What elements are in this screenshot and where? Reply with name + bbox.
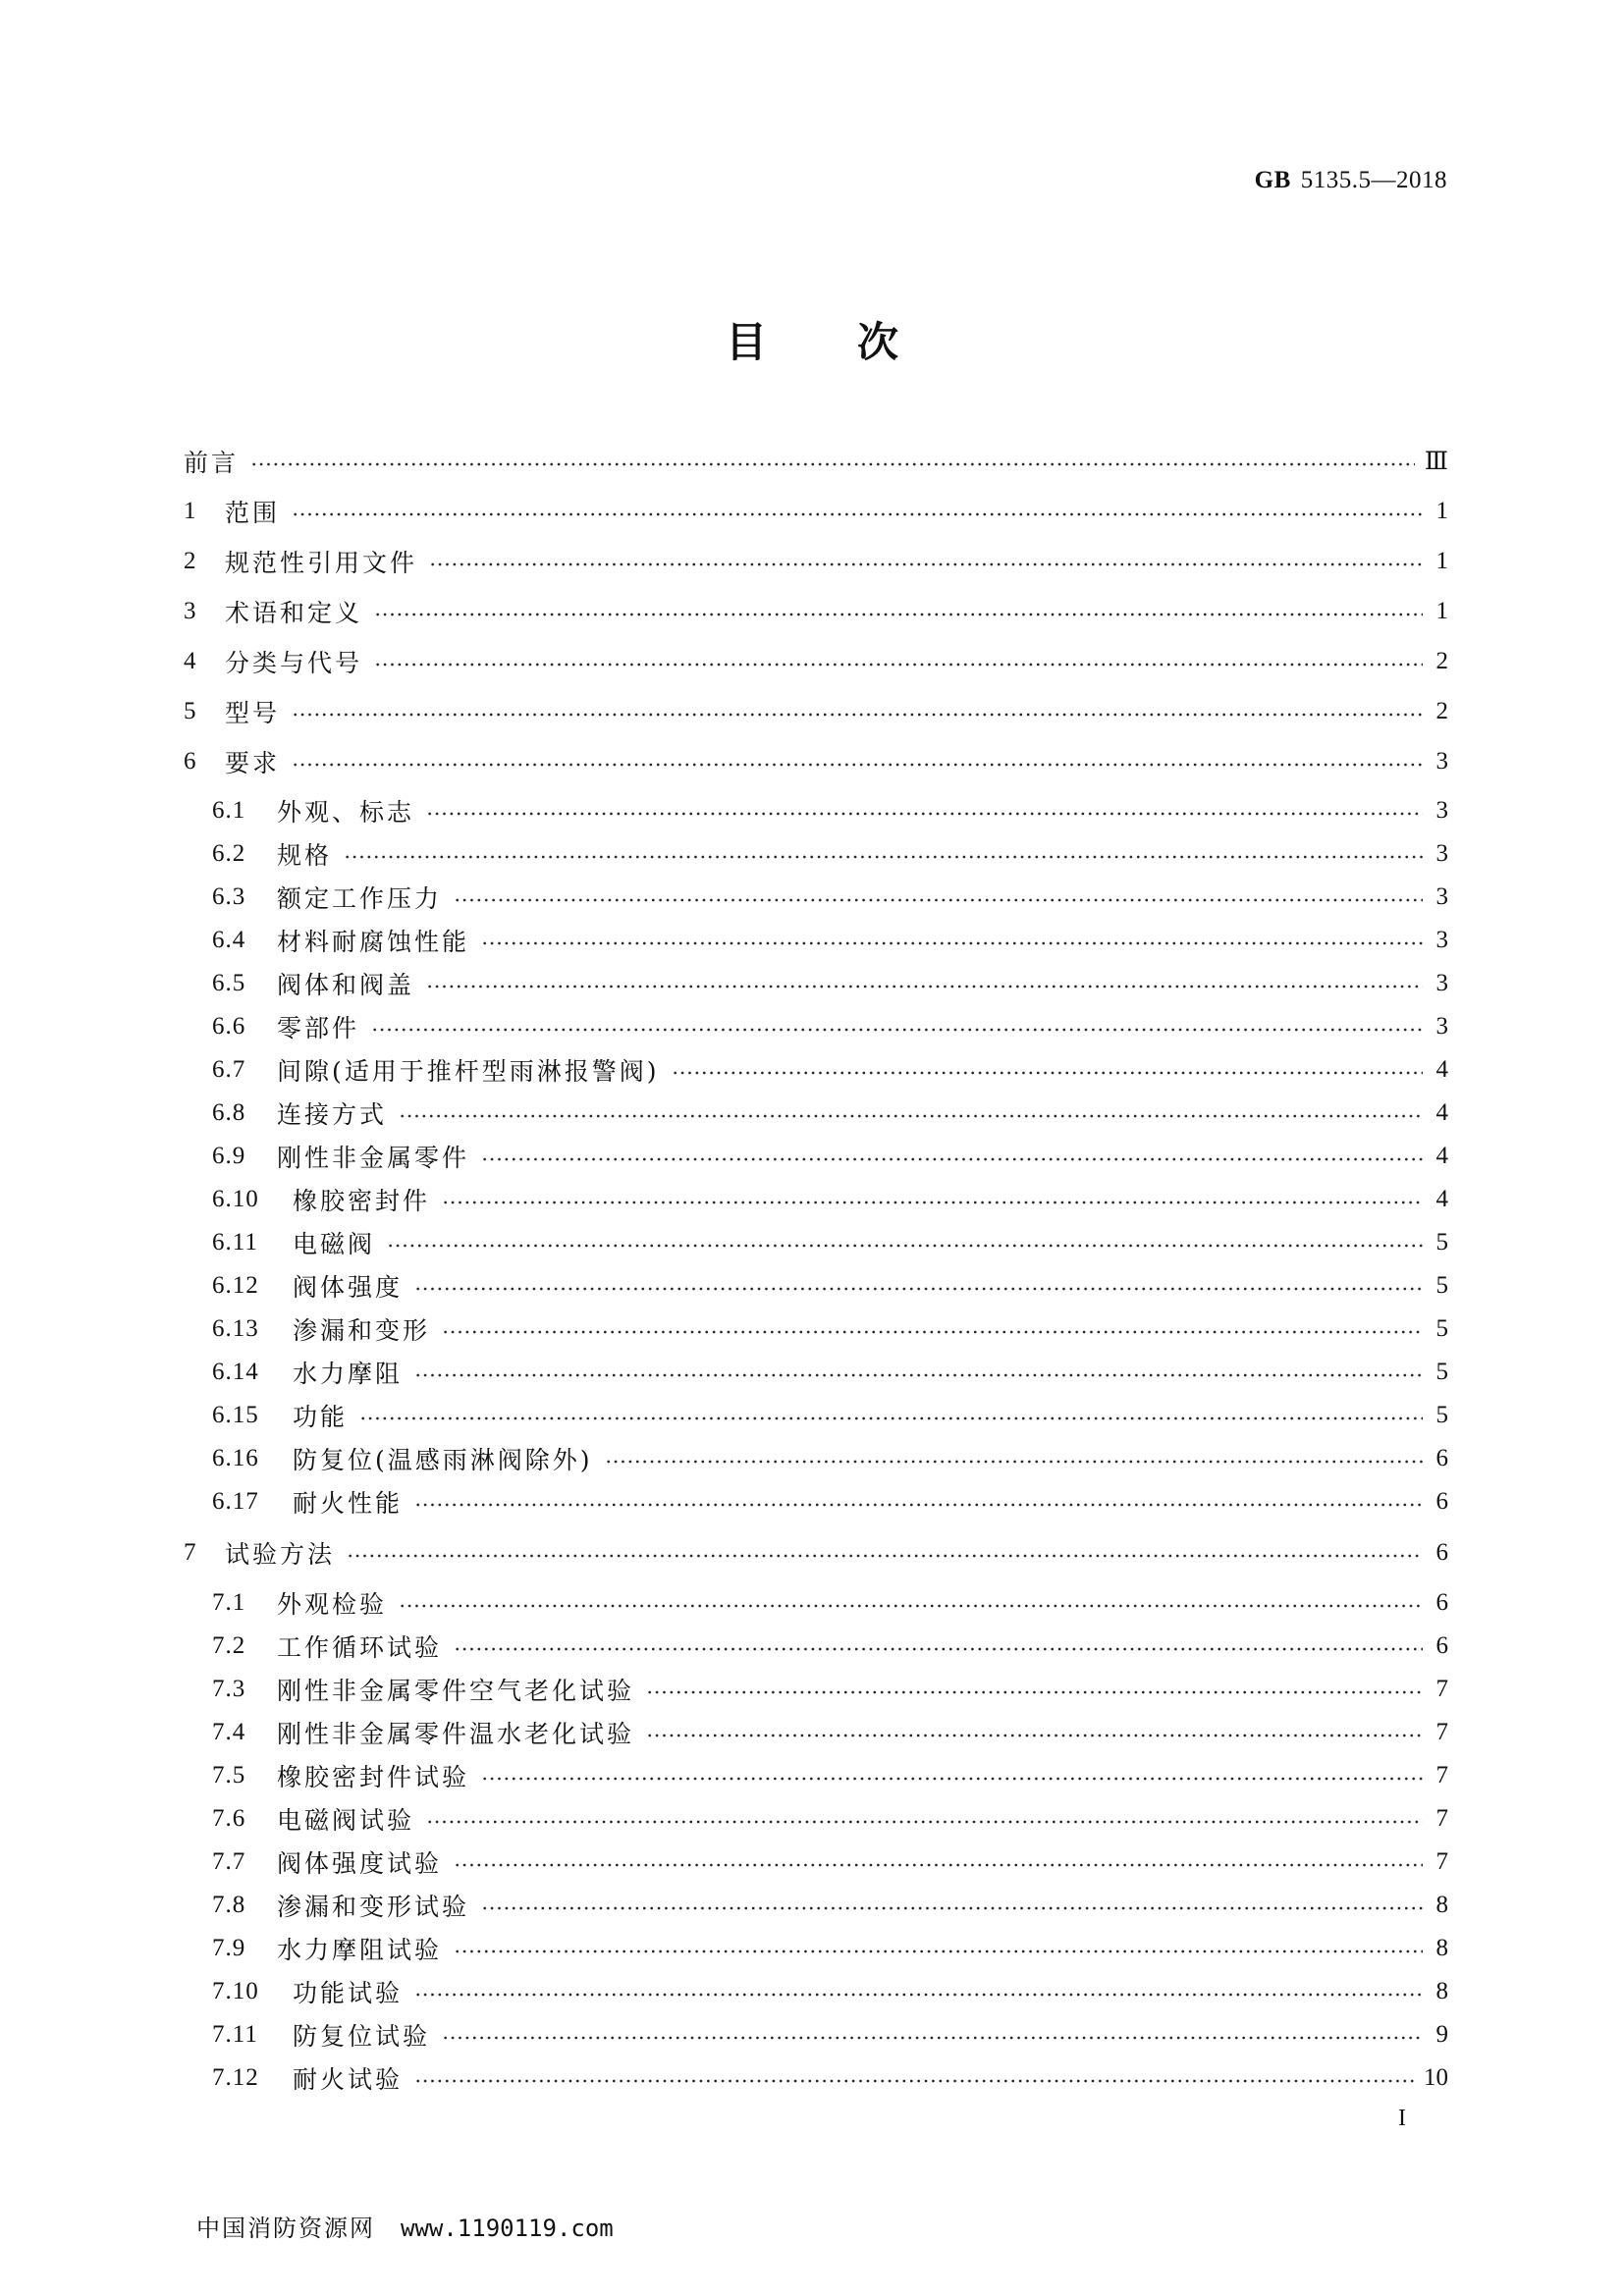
- toc-leader-dots: [481, 1906, 1423, 1910]
- toc-entry-text: 防复位(温感雨淋阀除外): [293, 1446, 593, 1474]
- toc-leader-dots: [442, 2036, 1423, 2040]
- toc-entry-page: 1: [1435, 548, 1448, 574]
- toc-leader-dots: [414, 1373, 1423, 1377]
- toc-entry-6-13[interactable]: [212, 1311, 1448, 1347]
- toc-entry-6[interactable]: [184, 744, 1448, 779]
- toc-leader-dots: [347, 1554, 1423, 1558]
- toc-entry-page: 6: [1435, 1539, 1448, 1566]
- toc-entry-page: 3: [1435, 883, 1448, 910]
- toc-entry-7-6[interactable]: [212, 1801, 1448, 1837]
- toc-entry-page: 1: [1435, 498, 1448, 524]
- toc-entry-number: 6.2: [212, 840, 246, 867]
- toc-entry-number: 6.8: [212, 1099, 246, 1126]
- toc-entry-6-6[interactable]: [212, 1009, 1448, 1044]
- toc-entry-text: 规范性引用文件: [225, 549, 418, 577]
- toc-entry-number: 5: [184, 698, 197, 724]
- toc-entry-number: 7.5: [212, 1762, 246, 1789]
- toc-leader-dots: [374, 663, 1423, 667]
- toc-entry-page: 6: [1435, 1488, 1448, 1515]
- toc-leader-dots: [414, 1993, 1423, 1997]
- toc-leader-dots: [481, 941, 1423, 945]
- toc-entry-page: 5: [1435, 1229, 1448, 1255]
- toc-entry-text: 工作循环试验: [277, 1633, 443, 1662]
- toc-leader-dots: [605, 1460, 1423, 1464]
- toc-entry-6-5[interactable]: [212, 966, 1448, 1001]
- toc-entry-text: 阀体强度: [293, 1273, 404, 1302]
- toc-entry-text: 橡胶密封件试验: [277, 1763, 470, 1791]
- toc-leader-dots: [414, 1503, 1423, 1507]
- toc-entry-number: 6: [184, 748, 197, 774]
- toc-entry-7-9[interactable]: [212, 1931, 1448, 1966]
- toc-entry-number: 7.10: [212, 1978, 259, 2004]
- toc-entry-text: 阀体和阀盖: [277, 971, 415, 999]
- toc-entry-text: 电磁阀试验: [277, 1806, 415, 1835]
- toc-leader-dots: [442, 1330, 1423, 1334]
- toc-entry-7-3[interactable]: [212, 1672, 1448, 1707]
- toc-leader-dots: [359, 1416, 1423, 1420]
- toc-entry-1[interactable]: [184, 494, 1448, 529]
- toc-entry-number: 6.5: [212, 970, 246, 996]
- standard-prefix: GB: [1254, 167, 1291, 193]
- toc-leader-dots: [442, 1201, 1423, 1204]
- toc-entry-text: 水力摩阻试验: [277, 1936, 443, 1964]
- toc-entry-6-3[interactable]: [212, 880, 1448, 915]
- toc-leader-dots: [426, 985, 1423, 988]
- toc-leader-dots: [374, 613, 1423, 616]
- toc-entry-7-4[interactable]: [212, 1715, 1448, 1750]
- toc-entry-6-7[interactable]: [212, 1052, 1448, 1088]
- toc-entry-number: 6.9: [212, 1143, 246, 1169]
- title-char-1: 目: [725, 318, 767, 366]
- toc-entry-number: 6.7: [212, 1056, 246, 1083]
- toc-leader-dots: [454, 1949, 1423, 1953]
- toc-entry-page: 6: [1435, 1589, 1448, 1616]
- toc-entry-page: 7: [1435, 1848, 1448, 1875]
- toc-entry-number: 4: [184, 648, 197, 674]
- toc-entry-text: 水力摩阻: [293, 1360, 404, 1388]
- standard-number: 5135.5—2018: [1300, 167, 1447, 193]
- footer-site-name: 中国消防资源网: [196, 2215, 375, 2242]
- toc-entry-page: 5: [1435, 1402, 1448, 1428]
- toc-entry-text: 功能试验: [293, 1979, 404, 2007]
- toc-entry-page: 2: [1435, 648, 1448, 674]
- toc-leader-dots: [371, 1028, 1423, 1032]
- toc-entry-6-12[interactable]: [212, 1268, 1448, 1304]
- toc-entry-number: 7: [184, 1539, 197, 1566]
- toc-entry-number: 6.17: [212, 1488, 259, 1515]
- footer: [196, 2209, 614, 2243]
- toc-entry-number: 3: [184, 598, 197, 624]
- toc-leader-dots: [426, 1820, 1423, 1824]
- standard-code: [1255, 167, 1447, 194]
- toc-leader-dots: [481, 1777, 1423, 1781]
- toc-entry-page: 7: [1435, 1676, 1448, 1702]
- page-title: [0, 310, 1624, 369]
- toc-entry-text: 间隙(适用于推杆型雨淋报警阀): [277, 1057, 660, 1086]
- toc-entry-number: 7.8: [212, 1892, 246, 1918]
- toc-leader-dots: [292, 512, 1423, 516]
- toc-entry-number: 6.15: [212, 1402, 259, 1428]
- toc-entry-page: 3: [1435, 797, 1448, 824]
- toc-entry-page: 3: [1435, 927, 1448, 953]
- toc-entry-text: 前言: [184, 449, 240, 477]
- toc-entry-text: 连接方式: [277, 1100, 388, 1129]
- toc-leader-dots: [454, 898, 1423, 902]
- toc-entry-text: 耐火试验: [293, 2065, 404, 2094]
- toc-entry-number: 6.11: [212, 1229, 258, 1255]
- toc-entry-7-11[interactable]: [212, 2017, 1448, 2053]
- toc-entry-7-7[interactable]: [212, 1844, 1448, 1880]
- toc-entry-page: 6: [1435, 1445, 1448, 1471]
- toc-entry-6-2[interactable]: [212, 836, 1448, 872]
- toc-entry-page: 8: [1435, 1892, 1448, 1918]
- toc-entry-6-11[interactable]: [212, 1225, 1448, 1260]
- toc-entry-6-9[interactable]: [212, 1139, 1448, 1174]
- toc-leader-dots: [454, 1647, 1423, 1651]
- toc-entry-7-5[interactable]: [212, 1758, 1448, 1793]
- toc-entry-number: 7.1: [212, 1589, 246, 1616]
- toc-leader-dots: [414, 1287, 1423, 1291]
- toc-entry-7-2[interactable]: [212, 1629, 1448, 1664]
- toc-entry-page: 7: [1435, 1719, 1448, 1745]
- toc-entry-7-8[interactable]: [212, 1888, 1448, 1923]
- toc-leader-dots: [387, 1244, 1423, 1248]
- toc-entry-text: 刚性非金属零件: [277, 1144, 470, 1172]
- toc-entry-text: 额定工作压力: [277, 884, 443, 913]
- toc-entry-text: 零部件: [277, 1014, 360, 1042]
- toc-entry-number: 6.14: [212, 1359, 259, 1385]
- page-number: I: [1398, 2106, 1406, 2131]
- toc-entry-number: 6.10: [212, 1186, 259, 1212]
- toc-entry-text: 外观、标志: [277, 798, 415, 827]
- toc-entry-text: 规格: [277, 841, 333, 870]
- toc-entry-text: 材料耐腐蚀性能: [277, 928, 470, 956]
- toc-entry-7-1[interactable]: [212, 1585, 1448, 1621]
- toc-entry-page: 3: [1435, 748, 1448, 774]
- toc-entry-number: 7.6: [212, 1805, 246, 1832]
- toc-entry-page: 4: [1435, 1143, 1448, 1169]
- toc-entry-page: 6: [1435, 1632, 1448, 1659]
- toc-entry-7[interactable]: [184, 1535, 1448, 1571]
- toc-entry-page: 5: [1435, 1359, 1448, 1385]
- toc-entry-page: 5: [1435, 1272, 1448, 1299]
- toc-leader-dots: [672, 1071, 1423, 1075]
- toc-entry-foreword[interactable]: [184, 444, 1448, 479]
- toc-entry-text: 分类与代号: [225, 649, 363, 677]
- toc-leader-dots: [399, 1114, 1423, 1118]
- footer-url[interactable]: www.1190119.com: [401, 2215, 614, 2242]
- toc-entry-number: 7.11: [212, 2021, 258, 2048]
- toc-leader-dots: [414, 2079, 1414, 2083]
- toc-entry-number: 1: [184, 498, 197, 524]
- toc-entry-page: 4: [1435, 1099, 1448, 1126]
- toc-entry-text: 耐火性能: [293, 1489, 404, 1518]
- toc-entry-page: 9: [1435, 2021, 1448, 2048]
- toc-entry-text: 渗漏和变形: [293, 1316, 431, 1345]
- toc-leader-dots: [426, 812, 1423, 816]
- toc-entry-number: 7.3: [212, 1676, 246, 1702]
- toc-entry-number: 7.7: [212, 1848, 246, 1875]
- toc-entry-text: 功能: [293, 1403, 349, 1431]
- toc-entry-page: 4: [1435, 1186, 1448, 1212]
- toc-leader-dots: [344, 855, 1423, 859]
- toc-entry-6-16[interactable]: [212, 1441, 1448, 1476]
- toc-entry-number: 6.6: [212, 1013, 246, 1040]
- toc-entry-page: 2: [1435, 698, 1448, 724]
- toc-entry-text: 橡胶密封件: [293, 1187, 431, 1215]
- toc-leader-dots: [646, 1690, 1423, 1694]
- toc-entry-6-14[interactable]: [212, 1355, 1448, 1390]
- toc-entry-6-10[interactable]: [212, 1182, 1448, 1217]
- toc-entry-page: 5: [1435, 1315, 1448, 1342]
- toc-entry-text: 防复位试验: [293, 2022, 431, 2051]
- toc-entry-5[interactable]: [184, 694, 1448, 729]
- toc-entry-text: 阀体强度试验: [277, 1849, 443, 1878]
- toc-entry-text: 要求: [225, 749, 281, 777]
- toc-entry-number: 7.2: [212, 1632, 246, 1659]
- toc-entry-text: 范围: [225, 499, 281, 527]
- toc-entry-3[interactable]: [184, 594, 1448, 629]
- toc-leader-dots: [250, 462, 1415, 466]
- toc-entry-number: 6.3: [212, 883, 246, 910]
- toc-entry-text: 术语和定义: [225, 599, 363, 627]
- toc-entry-2[interactable]: [184, 544, 1448, 579]
- toc-entry-page: 7: [1435, 1805, 1448, 1832]
- toc-entry-number: 6.12: [212, 1272, 259, 1299]
- toc-entry-page: 3: [1435, 970, 1448, 996]
- toc-leader-dots: [399, 1604, 1423, 1608]
- toc-entry-text: 试验方法: [225, 1540, 336, 1569]
- toc-leader-dots: [429, 562, 1423, 566]
- toc-leader-dots: [454, 1863, 1423, 1867]
- toc-entry-number: 6.1: [212, 797, 246, 824]
- toc-leader-dots: [292, 713, 1423, 717]
- toc-entry-7-12[interactable]: [212, 2060, 1448, 2096]
- toc-entry-6-15[interactable]: [212, 1398, 1448, 1433]
- title-char-2: 次: [857, 318, 899, 366]
- toc-entry-number: 6.13: [212, 1315, 259, 1342]
- toc-entry-page: 1: [1435, 598, 1448, 624]
- toc-entry-number: 6.4: [212, 927, 246, 953]
- toc-entry-7-10[interactable]: [212, 1974, 1448, 2009]
- toc-entry-4[interactable]: [184, 644, 1448, 679]
- toc-entry-page: 3: [1435, 1013, 1448, 1040]
- toc-entry-page: 10: [1424, 2064, 1448, 2091]
- toc-entry-page: 7: [1435, 1762, 1448, 1789]
- toc-leader-dots: [646, 1734, 1423, 1737]
- toc-entry-page: 8: [1435, 1935, 1448, 1961]
- toc-entry-number: 7.9: [212, 1935, 246, 1961]
- toc-entry-number: 7.12: [212, 2064, 259, 2091]
- toc-entry-6-8[interactable]: [212, 1095, 1448, 1131]
- toc-entry-page: 3: [1435, 840, 1448, 867]
- toc-entry-6-4[interactable]: [212, 923, 1448, 958]
- toc-entry-6-17[interactable]: [212, 1484, 1448, 1520]
- toc-entry-number: 6.16: [212, 1445, 259, 1471]
- toc-entry-text: 外观检验: [277, 1590, 388, 1619]
- toc-entry-number: 2: [184, 548, 197, 574]
- toc-entry-text: 型号: [225, 699, 281, 727]
- toc-entry-text: 刚性非金属零件空气老化试验: [277, 1677, 635, 1705]
- toc-leader-dots: [481, 1157, 1423, 1161]
- toc-entry-page: 8: [1435, 1978, 1448, 2004]
- toc-entry-6-1[interactable]: [212, 793, 1448, 828]
- toc-entry-text: 电磁阀: [293, 1230, 376, 1258]
- toc-leader-dots: [292, 763, 1423, 767]
- toc-entry-page: 4: [1435, 1056, 1448, 1083]
- toc-entry-page: Ⅲ: [1424, 449, 1448, 475]
- toc-entry-text: 刚性非金属零件温水老化试验: [277, 1720, 635, 1748]
- toc-entry-text: 渗漏和变形试验: [277, 1893, 470, 1921]
- toc-entry-number: 7.4: [212, 1719, 246, 1745]
